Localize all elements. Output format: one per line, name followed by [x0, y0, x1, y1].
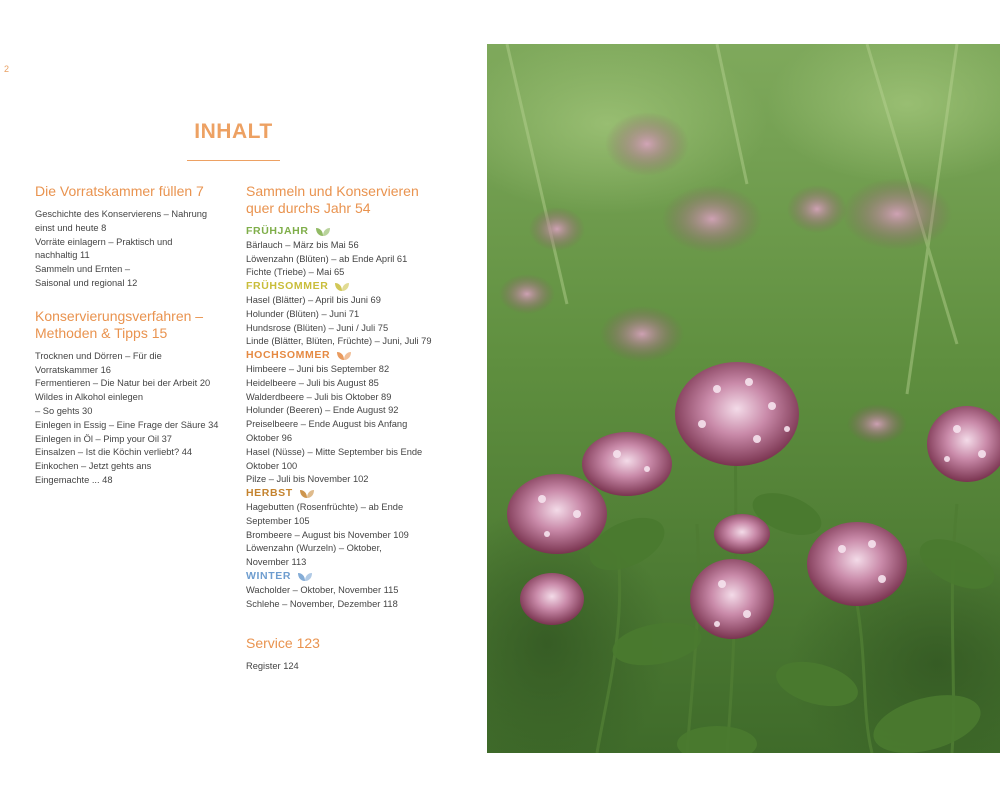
leaf-icon	[299, 489, 315, 499]
season-hochsommer	[246, 349, 446, 487]
toc-entry: Fermentieren – Die Natur bei der Arbeit 20	[35, 378, 211, 389]
page-number: 2	[4, 64, 10, 74]
season-label: HERBST	[246, 487, 293, 500]
toc-section-title: Die Vorratskammer füllen 7	[35, 183, 204, 199]
leaf-icon	[336, 351, 352, 361]
toc-entry: Sammeln und Ernten –	[35, 264, 131, 275]
toc-entry: Vorräte einlagern – Praktisch und	[35, 236, 173, 247]
toc-left-column	[35, 183, 230, 505]
toc-entry: Pilze – Juli bis November 102	[246, 474, 369, 485]
season-heading	[246, 570, 446, 584]
toc-entry: Geschichte des Konservierens – Nahrung	[35, 209, 208, 219]
toc-section-jahreszeiten	[246, 183, 446, 611]
toc-right-column	[246, 183, 446, 691]
toc-title: INHALT	[194, 120, 273, 143]
toc-entry: Holunder (Blüten) – Juni 71	[246, 308, 360, 319]
season-label: FRÜHJAHR	[246, 225, 309, 237]
toc-entry: nachhaltig 11	[35, 250, 90, 261]
toc-entry: Hundsrose (Blüten) – Juni / Juli 75	[246, 322, 389, 333]
toc-section-title: Konservierungsverfahren – Methoden & Tipps 15	[35, 307, 204, 341]
season-winter	[246, 570, 446, 611]
toc-entry: Löwenzahn (Blüten) – ab Ende April 61	[246, 253, 408, 264]
toc-entry: Linde (Blätter, Blüten, Früchte) – Juni, Juli 79	[246, 336, 432, 347]
toc-entry: Eingemachte ... 48	[35, 474, 113, 485]
toc-entry: Hagebutten (Rosenfrüchte) – ab Ende	[246, 501, 404, 512]
leaf-icon	[334, 282, 350, 292]
season-label: HOCHSOMMER	[246, 349, 331, 362]
toc-entry: September 105	[246, 515, 310, 526]
toc-section-vorratskammer	[35, 183, 230, 291]
season-label: FRÜHSOMMER	[246, 280, 329, 293]
toc-entry: Fichte (Triebe) – Mai 65	[246, 267, 345, 278]
toc-entry: einst und heute 8	[35, 222, 107, 233]
season-heading	[246, 225, 446, 239]
toc-entry: – So gehts 30	[35, 405, 93, 416]
toc-entry: Trocknen und Dörren – Für die	[35, 350, 162, 361]
season-heading	[246, 280, 446, 294]
toc-entry: Walderdbeere – Juli bis Oktober 89	[246, 391, 392, 402]
season-fruehsommer	[246, 280, 446, 349]
toc-entry: November 113	[246, 557, 307, 568]
toc-entry: Hasel (Nüsse) – Mitte September bis Ende	[246, 446, 423, 457]
toc-section-title: Service 123	[246, 635, 320, 652]
toc-entry: Vorratskammer 16	[35, 364, 111, 375]
toc-entry: Oktober 100	[246, 460, 298, 471]
toc-section-konservierungsverfahren	[35, 308, 230, 488]
title-divider	[187, 160, 280, 161]
toc-entry: Saisonal und regional 12	[35, 277, 138, 288]
toc-entry: Brombeere – August bis November 109	[246, 529, 409, 540]
toc-entry: Einlegen in Essig – Eine Frage der Säure 34	[35, 419, 219, 430]
season-herbst	[246, 487, 446, 570]
toc-entry: Holunder (Beeren) – Ende August 92	[246, 405, 399, 416]
season-fruehjahr	[246, 225, 446, 280]
flowering-oregano-photo	[487, 44, 1000, 753]
leaf-icon	[297, 572, 313, 582]
toc-entry: Oktober 96	[246, 432, 292, 443]
season-heading	[246, 349, 446, 363]
toc-entry: Einkochen – Jetzt gehts ans	[35, 461, 152, 472]
toc-entry: Wacholder – Oktober, November 115	[246, 584, 399, 595]
toc-section-title: Sammeln und Konservieren quer durchs Jahr 54	[246, 183, 419, 216]
toc-entry: Einsalzen – Ist die Köchin verliebt? 44	[35, 447, 193, 458]
season-heading	[246, 487, 446, 501]
leaf-icon	[315, 227, 331, 237]
toc-entry: Schlehe – November, Dezember 118	[246, 598, 398, 609]
toc-entry: Wildes in Alkohol einlegen	[35, 392, 144, 403]
toc-entry: Register 124	[246, 661, 299, 672]
toc-entry: Löwenzahn (Wurzeln) – Oktober,	[246, 543, 382, 554]
toc-entry: Hasel (Blätter) – April bis Juni 69	[246, 294, 381, 305]
toc-section-service	[246, 635, 446, 674]
toc-entry: Himbeere – Juni bis September 82	[246, 363, 390, 374]
season-label: WINTER	[246, 569, 292, 582]
photo-illustration	[487, 44, 1000, 753]
toc-entry: Einlegen in Öl – Pimp your Oil 37	[35, 433, 172, 444]
toc-entry: Bärlauch – März bis Mai 56	[246, 239, 359, 250]
toc-entry: Preiselbeere – Ende August bis Anfang	[246, 419, 408, 430]
toc-entry: Heidelbeere – Juli bis August 85	[246, 377, 379, 388]
